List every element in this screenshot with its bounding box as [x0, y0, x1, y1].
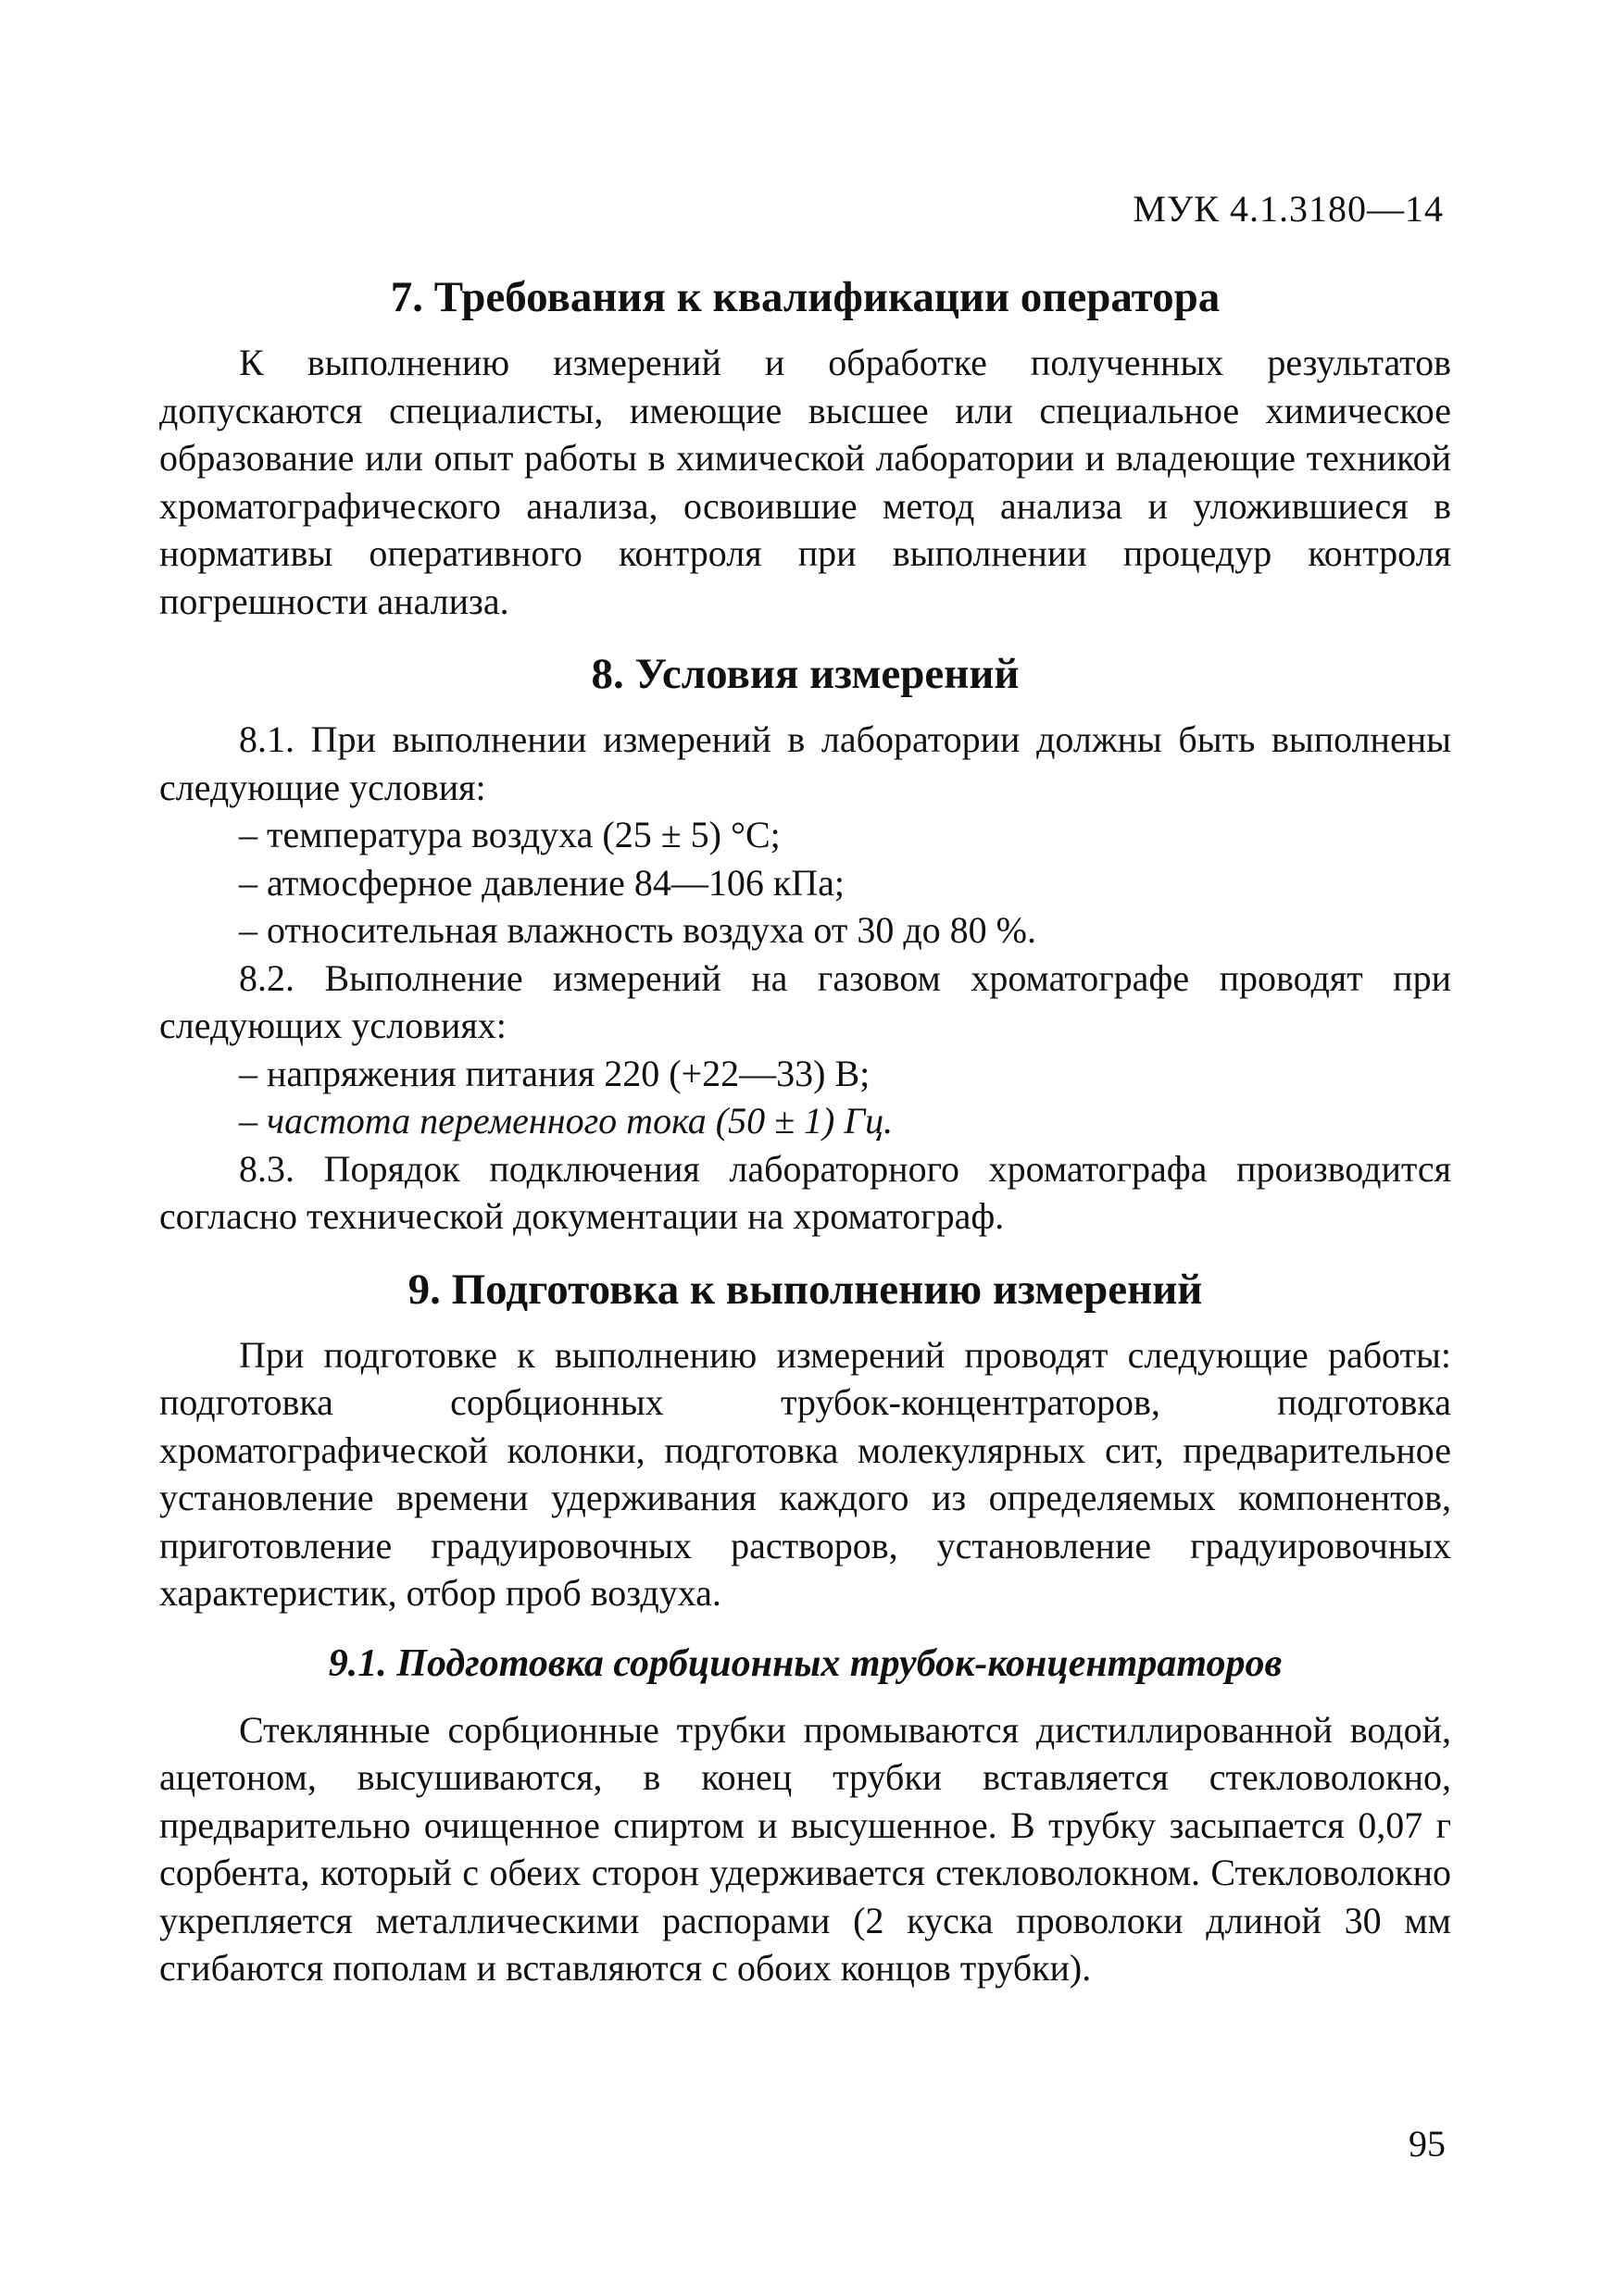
section-8 — [159, 645, 1451, 1241]
section-9-title: 9. Подготовка к выполнению измерений — [407, 1265, 1203, 1314]
list-item: – атмосферное давление 84—106 кПа; — [239, 861, 846, 904]
section-9 — [159, 1261, 1451, 1992]
paragraph-8-1: 8.1. При выполнении измерений в лаборатории должны быть выполнены следующие условия: — [159, 718, 1451, 808]
subsection-9-1-paragraph: Стеклянные сорбционные трубки промываются дистиллированной водой, ацетоном, высушиваются, в конец трубки вставляется стекловолокно, предварительно очищенное спиртом и высушенное. В трубку засыпается 0,07 г сорбента, который с обеих сторон удерживается стекловолокном. Стекловолокно укрепляется металлическими распорами (2 куска проволоки длиной 30 мм сгибаются пополам и вставляются с обоих концов трубки). — [159, 1708, 1451, 1989]
list-item: – частота переменного тока (50 ± 1) Гц. — [239, 1100, 894, 1142]
page-content — [159, 268, 1451, 2013]
section-8-title: 8. Условия измерений — [591, 650, 1020, 698]
list-item: – напряжения питания 220 (+22—33) В; — [239, 1052, 871, 1094]
list-item: – относительная влажность воздуха от 30 до 80 %. — [239, 909, 1036, 951]
page-number: 95 — [1409, 2123, 1446, 2165]
section-7 — [159, 268, 1451, 625]
section-7-title: 7. Требования к квалификации оператора — [390, 273, 1221, 321]
subsection-9-1-title: 9.1. Подготовка сорбционных трубок-концентраторов — [328, 1641, 1283, 1685]
paragraph-8-2: 8.2. Выполнение измерений на газовом хроматографе проводят при следующих условиях: — [159, 956, 1451, 1046]
document-code: МУК 4.1.3180—14 — [1133, 188, 1444, 230]
section-9-paragraph: При подготовке к выполнению измерений проводят следующие работы: подготовка сорбционных трубок-концентраторов, подготовка хроматографической колонки, подготовка молекулярных сит, предварительное установление времени удерживания каждого из определяемых компонентов, приготовление градуировочных растворов, установление градуировочных характеристик, отбор проб воздуха. — [159, 1333, 1451, 1614]
paragraph-8-3: 8.3. Порядок подключения лабораторного хроматографа производится согласно технической документации на хроматограф. — [159, 1147, 1451, 1237]
list-item: – температура воздуха (25 ± 5) °С; — [239, 814, 781, 855]
section-7-paragraph: К выполнению измерений и обработке полученных результатов допускаются специалисты, имеющие высшее или специальное химическое образование или опыт работы в химической лаборатории и владеющие техникой хроматографического анализа, освоившие метод анализа и уложившиеся в нормативы оперативного контроля при выполнении процедур контроля погрешности анализа. — [159, 342, 1451, 622]
